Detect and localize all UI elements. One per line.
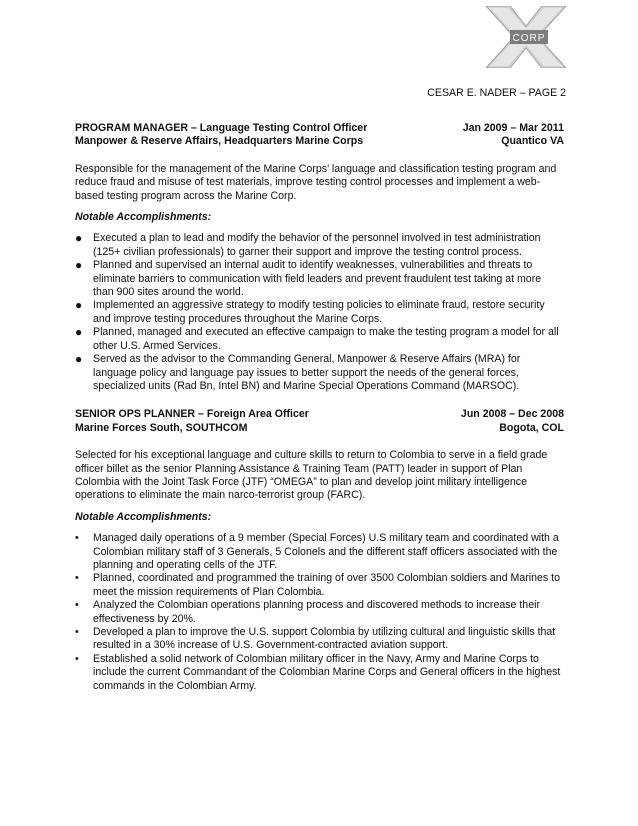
bullet-icon: ● xyxy=(75,258,83,273)
list-item xyxy=(75,353,564,393)
page-header-label: CESAR E. NADER – PAGE 2 xyxy=(427,87,566,99)
bullet-icon: • xyxy=(75,652,79,665)
list-item xyxy=(75,572,564,599)
list-item-text: Implemented an aggressive strategy to modify testing policies to eliminate fraud, restore security and improve testing procedures throughout the Marine Corps. xyxy=(93,299,545,325)
list-item xyxy=(75,299,564,326)
list-item xyxy=(75,653,564,693)
list-item-text: Served as the advisor to the Commanding General, Manpower & Reserve Affairs (MRA) for language policy and language pay issues to better support the needs of the general forces, specialized units (Rad Bn, Intel BN) and Marine Special Operations Command (MARSOC). xyxy=(93,353,521,392)
job-title-row xyxy=(75,122,564,135)
job-section-2 xyxy=(75,408,564,693)
list-item-text: Analyzed the Colombian operations planning process and discovered methods to increase their effectiveness by 20%. xyxy=(93,599,540,625)
bullet-icon: ● xyxy=(75,298,83,313)
bullet-icon: • xyxy=(75,572,79,585)
bullet-icon: • xyxy=(75,626,79,638)
list-item-text: Planned, managed and executed an effective campaign to make the testing program a model for all other U.S. Armed Services. xyxy=(93,326,559,352)
accomplishments-list xyxy=(75,532,564,693)
list-item-text: Established a solid network of Colombian military officer in the Navy, Army and Marine Corps to include the current Commandant of the Colombian Marine Corps and General officers in the highest commands in the Colombian Army. xyxy=(93,652,561,692)
list-item-text: Executed a plan to lead and modify the behavior of the personnel involved in test administration (125+ civilian professionals) to garner their support and improve the testing control process. xyxy=(93,232,541,258)
x-corp-logo xyxy=(480,6,572,68)
bullet-icon: • xyxy=(75,599,79,612)
job-org-row xyxy=(75,422,564,435)
job-location: Quantico VA xyxy=(501,135,564,148)
list-item xyxy=(75,232,564,259)
job-org-row xyxy=(75,135,564,148)
list-item xyxy=(75,259,564,299)
job-dates: Jan 2009 – Mar 2011 xyxy=(462,122,564,134)
list-item xyxy=(75,599,564,626)
bullet-icon: ● xyxy=(75,231,83,246)
job-title: SENIOR OPS PLANNER – Foreign Area Officer xyxy=(75,408,309,421)
bullet-icon: ● xyxy=(75,325,83,340)
list-item-text: Planned and supervised an internal audit to identify weaknesses, vulnerabilities and threats to eliminate barriers to communication with field leaders and prevent fraudulent test taking at more than 900 sites around the world. xyxy=(93,259,542,299)
x-corp-logo-graphic xyxy=(480,6,572,68)
job-organization: Marine Forces South, SOUTHCOM xyxy=(75,421,248,434)
job-section-1 xyxy=(75,122,564,393)
list-item-text: Developed a plan to improve the U.S. support Colombia by utilizing cultural and linguistic skills that resulted in a 30% increase of U.S. Government-contracted aviation support. xyxy=(93,626,556,652)
list-item-text: Planned, coordinated and programmed the training of over 3500 Colombian soldiers and Marines to meet the mission requirements of Plan Colombia. xyxy=(93,572,560,598)
resume-body xyxy=(75,122,564,693)
list-item xyxy=(75,532,564,572)
accomplishments-list xyxy=(75,232,564,393)
job-organization: Manpower & Reserve Affairs, Headquarters Marine Corps xyxy=(75,135,364,148)
list-item xyxy=(75,626,564,653)
job-summary: Responsible for the management of the Marine Corps’ language and classification testing program and reduce fraud and misuse of test materials, improve testing control processes and implement a web-based testing program across the Marine Corp. xyxy=(75,162,557,202)
accomplishments-heading: Notable Accomplishments: xyxy=(75,211,212,224)
job-location: Bogota, COL xyxy=(499,421,564,434)
list-item xyxy=(75,326,564,353)
job-summary: Selected for his exceptional language and culture skills to return to Colombia to serve in a field grade officer billet as the senior Planning Assistance & Training Team (PATT) leader in support of Plan Colombia with the Joint Task Force (JTF) “OMEGA” to plan and develop joint military intelligence operations to eliminate the main narco-terrorist group (FARC). xyxy=(75,449,548,502)
logo-text: CORP xyxy=(512,33,546,44)
job-dates: Jun 2008 – Dec 2008 xyxy=(460,408,564,421)
job-title: PROGRAM MANAGER – Language Testing Control Officer xyxy=(75,122,368,134)
list-item-text: Managed daily operations of a 9 member (Special Forces) U.S military team and coordinated with a Colombian military staff of 3 Generals, 5 Colonels and the different staff officers associated with the planning and operating cells of the JTF. xyxy=(93,532,559,571)
bullet-icon: • xyxy=(75,532,79,545)
accomplishments-heading: Notable Accomplishments: xyxy=(75,510,212,523)
bullet-icon: ● xyxy=(75,352,83,367)
job-title-row xyxy=(75,408,564,421)
